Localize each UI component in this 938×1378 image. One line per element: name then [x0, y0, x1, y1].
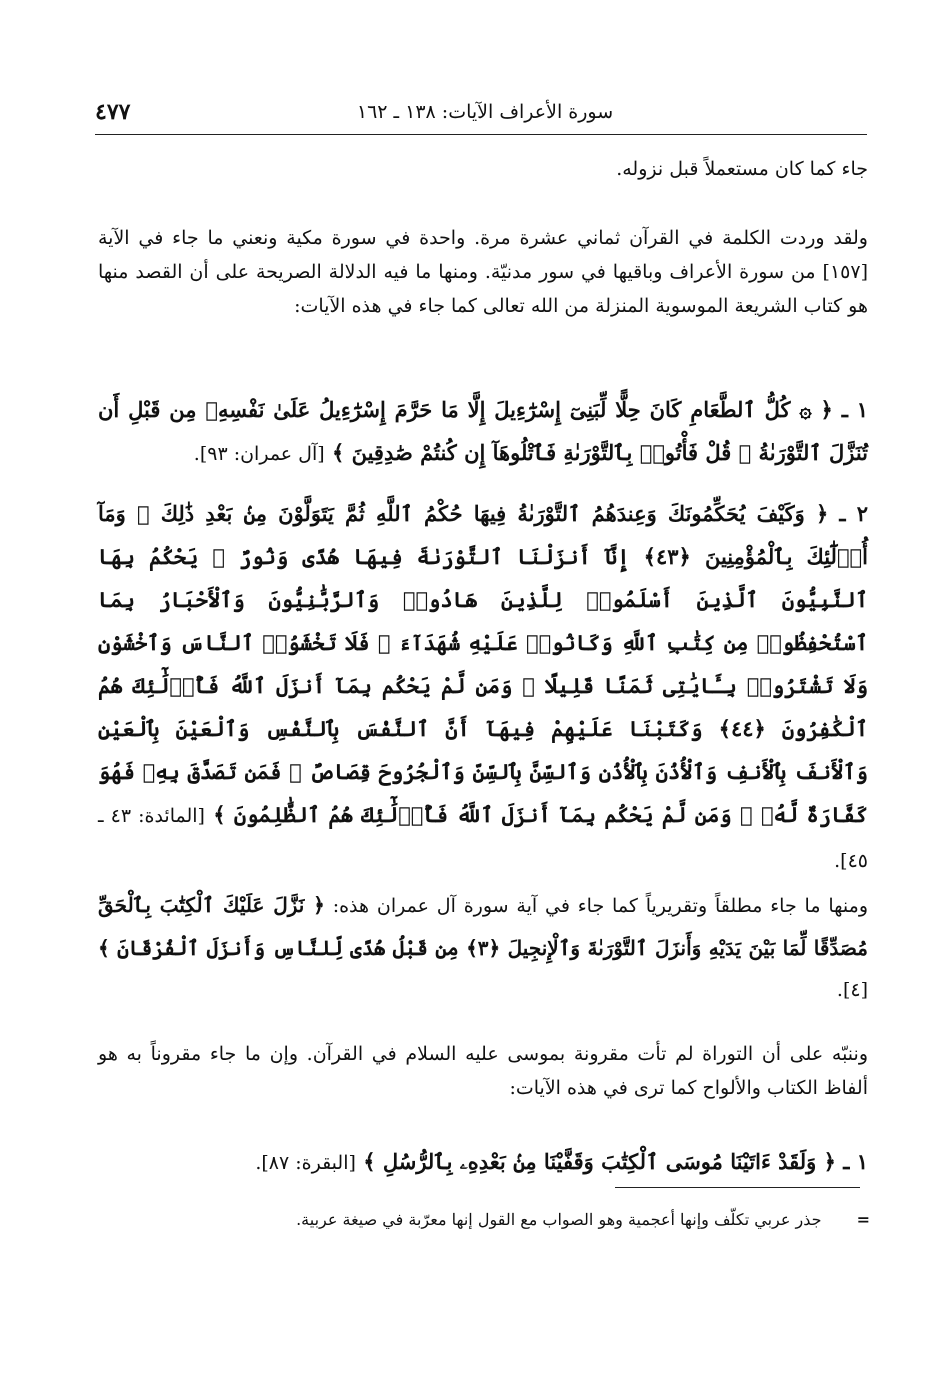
quran-verse: ٢ ـ ﴿ وَكَيْفَ يُحَكِّمُونَكَ وَعِندَهُمُ ٱلتَّوْرَىٰةُ فِيهَا حُكْمُ ٱللَّهِ ثُمَّ يَتَوَلَّوْنَ مِنۢ بَعْدِ ذَٰلِكَ ۚ وَمَآ أُو۟لَٰٓئِكَ بِٱلْمُؤْمِنِينَ ﴿٤٣﴾ إِنَّآ أَنزَلْنَا ٱلتَّوْرَىٰةَ فِيهَا هُدًى وَنُورٌ ۚ يَحْكُمُ بِهَا ٱلنَّبِيُّونَ ٱلَّذِينَ أَسْلَمُوا۟ لِلَّذِينَ هَادُوا۟ وَٱلرَّبَّٰنِيُّونَ وَٱلْأَحْبَارُ بِمَا ٱسْتُحْفِظُوا۟ مِن كِتَٰبِ ٱللَّهِ وَكَانُوا۟ عَلَيْهِ شُهَدَآءَ ۚ فَلَا تَخْشَوُا۟ ٱلنَّاسَ وَٱخْشَوْنِ وَلَا تَشْتَرُوا۟ بِـَٔايَٰتِى ثَمَنًا قَلِيلًا ۚ وَمَن لَّمْ يَحْكُم بِمَآ أَنزَلَ ٱللَّهُ فَأُو۟لَٰٓئِكَ هُمُ ٱلْكَٰفِرُونَ ﴿٤٤﴾ وَكَتَبْنَا عَلَيْهِمْ فِيهَآ أَنَّ ٱلنَّفْسَ بِٱلنَّفْسِ وَٱلْعَيْنَ بِٱلْعَيْنِ وَٱلْأَنفَ بِٱلْأَنفِ وَٱلْأُذُنَ بِٱلْأُذُنِ وَٱلسِّنَّ بِٱلسِّنِّ وَٱلْجُرُوحَ قِصَاصٌ ۚ فَمَن تَصَدَّقَ بِهِۦ فَهُوَ كَفَّارَةٌ لَّهُۥ ۚ وَمَن لَّمْ يَحْكُم بِمَآ أَنزَلَ ٱللَّهُ فَأُو۟لَٰٓئِكَ هُمُ ٱلظَّٰلِمُونَ ﴾	[98, 501, 869, 827]
footnote-rule	[615, 1187, 860, 1188]
verse-reference: [المائدة: ٤٣ ـ ٤٥].	[98, 805, 868, 872]
paragraph-text: وننبّه على أن التوراة لم تأت مقرونة بموسى عليه السلام في القرآن. وإن ما جاء مقروناً به هو ألفاظ الكتاب والألواح كما ترى في هذه الآيات:	[98, 1043, 868, 1099]
footnote-marker: =	[856, 1210, 870, 1229]
running-title: سورة الأعراف الآيات: ١٣٨ ـ ١٦٢	[356, 101, 614, 123]
quran-verse: ﴿ نَزَّلَ عَلَيْكَ ٱلْكِتَٰبَ بِٱلْحَقِّ مُصَدِّقًا لِّمَا بَيْنَ يَدَيْهِ وَأَنزَلَ ٱلتَّوْرَىٰةَ وَٱلْإِنجِيلَ ﴿٣﴾ مِن قَبْلُ هُدًى لِّلنَّاسِ وَأَنزَلَ ٱلْفُرْقَانَ ﴾	[98, 893, 868, 960]
paragraph-intro	[98, 221, 868, 323]
footnote	[180, 1207, 870, 1233]
quran-verse: ١ ـ ﴿ وَلَقَدْ ءَاتَيْنَا مُوسَى ٱلْكِتَٰبَ وَقَفَّيْنَا مِنۢ بَعْدِهِۦ بِٱلرُّسُلِ ﴾	[363, 1149, 868, 1174]
paragraph-note	[98, 1037, 868, 1105]
verse-reference: [آل عمران: ٩٣].	[193, 443, 325, 465]
paragraph-text: ولقد وردت الكلمة في القرآن ثماني عشرة مرة. واحدة في سورة مكية ونعني ما جاء في الآية [١٥٧] من سورة الأعراف وباقيها في سور مدنيّة. ومنها ما فيه الدلالة الصريحة على أن القصد منها هو كتاب الشريعة الموسوية المنزلة من الله تعالى كما جاء في هذه الآيات:	[98, 227, 868, 317]
quran-verse: ١ ـ ﴿ ۞ كُلُّ ٱلطَّعَامِ كَانَ حِلًّا لِّبَنِىٓ إِسْرَٰٓءِيلَ إِلَّا مَا حَرَّمَ إِسْرَٰٓءِيلُ عَلَىٰ نَفْسِهِۦ مِن قَبْلِ أَن تُنَزَّلَ ٱلتَّوْرَىٰةُ ۗ قُلْ فَأْتُوا۟ بِٱلتَّوْرَىٰةِ فَٱتْلُوهَآ إِن كُنتُمْ صَٰدِقِينَ ﴾	[98, 397, 868, 465]
paragraph-continuation	[98, 152, 868, 186]
header-rule	[95, 134, 867, 135]
verse-reference: [البقرة: ٨٧].	[255, 1152, 356, 1174]
page-header	[95, 95, 865, 131]
paragraph-text: ومنها ما جاء مطلقاً وتقريرياً كما جاء في آية سورة آل عمران هذه:	[332, 895, 868, 917]
verse-reference: [٤].	[836, 979, 868, 1001]
verse-block-2	[98, 492, 868, 883]
footnote-text: جذر عربي تكلّف وإنها أعجمية وهو الصواب مع القول إنها معرّبة في صيغة عربية.	[296, 1210, 822, 1229]
page-number: ٤٧٧	[95, 99, 131, 125]
verse-block-3	[98, 1140, 868, 1185]
paragraph-text: جاء كما كان مستعملاً قبل نزوله.	[616, 158, 868, 180]
verse-block-1	[98, 388, 868, 476]
paragraph-absolute	[98, 884, 868, 1010]
